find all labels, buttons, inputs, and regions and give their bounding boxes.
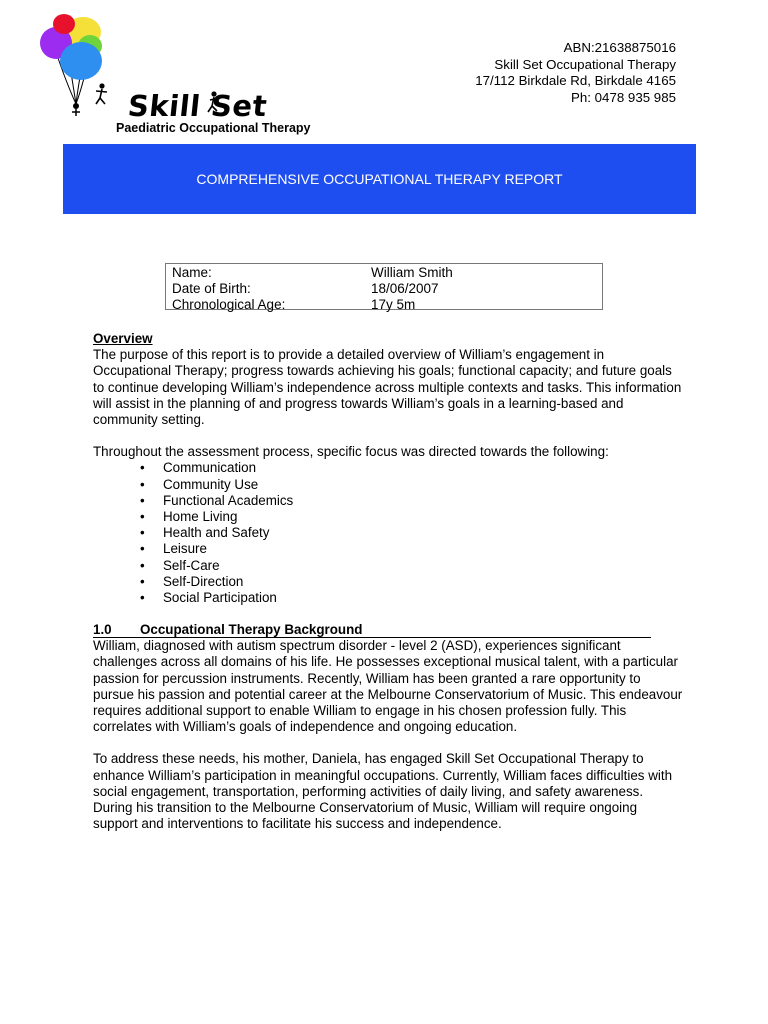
client-row-name	[172, 265, 602, 281]
list-item: • Health and Safety	[93, 525, 683, 541]
list-item: • Social Participation	[93, 590, 683, 606]
overview-heading: Overview	[93, 331, 153, 346]
list-item: • Home Living	[93, 509, 683, 525]
business-name: Skill Set Occupational Therapy	[494, 56, 676, 72]
report-title: COMPREHENSIVE OCCUPATIONAL THERAPY REPORT	[196, 171, 563, 187]
background-paragraph-1: William, diagnosed with autism spectrum disorder - level 2 (ASD), experiences significant challenges across all domains of his life. He possesses exceptional musical talent, with a particular passion for percussion instruments. Recently, William has been granted a rare opportunity to pursue his passion and potential career at the Melbourne Conservatorium of Music. This endeavour requires additional support to enable William to engage in his chosen profession fully. This correlates with William’s goals of independence and ongoing education.	[93, 638, 683, 735]
list-item: • Communication	[93, 460, 683, 476]
logo-name: Skill Set	[126, 89, 269, 123]
client-value: 18/06/2007	[371, 281, 439, 296]
client-label: Name:	[172, 265, 212, 280]
company-logo	[36, 12, 311, 135]
logo-tagline: Paediatric Occupational Therapy	[116, 121, 311, 135]
report-body	[93, 331, 683, 832]
background-paragraph-2: To address these needs, his mother, Daniela, has engaged Skill Set Occupational Therapy to enhance William’s participation in meaningful occupations. Currently, William faces difficulties with social engagement, transportation, performing activities of daily living, and safety awareness. During his transition to the Melbourne Conservatorium of Music, William will require ongoing support and interventions to facilitate his success and independence.	[93, 751, 673, 832]
list-item: • Community Use	[93, 477, 683, 493]
client-row-age	[172, 297, 602, 313]
phone-text: Ph: 0478 935 985	[571, 89, 676, 105]
list-item: • Self-Care	[93, 558, 683, 574]
list-item: • Functional Academics	[93, 493, 683, 509]
section-number: 1.0	[93, 622, 112, 638]
client-value: 17y 5m	[371, 297, 416, 312]
section-title: Occupational Therapy Background	[140, 622, 363, 638]
section-heading	[93, 622, 651, 638]
client-value: William Smith	[371, 265, 453, 280]
overview-paragraph: The purpose of this report is to provide a detailed overview of William’s engagement in Occupational Therapy; progress towards achieving his goals; functional capacity; and future goals to continue developing William’s independence across multiple contexts and tasks. This information will assist in the planning of and progress towards William’s goals in a learning-based and community setting.	[93, 347, 682, 428]
report-title-banner	[63, 144, 696, 214]
list-item: • Leisure	[93, 541, 683, 557]
address-text: 17/112 Birkdale Rd, Birkdale 4165	[475, 73, 676, 88]
contact-block	[475, 40, 676, 106]
client-label: Date of Birth:	[172, 281, 251, 296]
client-row-dob	[172, 281, 602, 297]
list-item: • Self-Direction	[93, 574, 683, 590]
client-label: Chronological Age:	[172, 297, 286, 312]
client-details-table	[165, 263, 603, 310]
focus-intro: Throughout the assessment process, specific focus was directed towards the following:	[93, 444, 609, 460]
abn-text: ABN:21638875016	[563, 40, 676, 55]
focus-list	[93, 460, 683, 606]
